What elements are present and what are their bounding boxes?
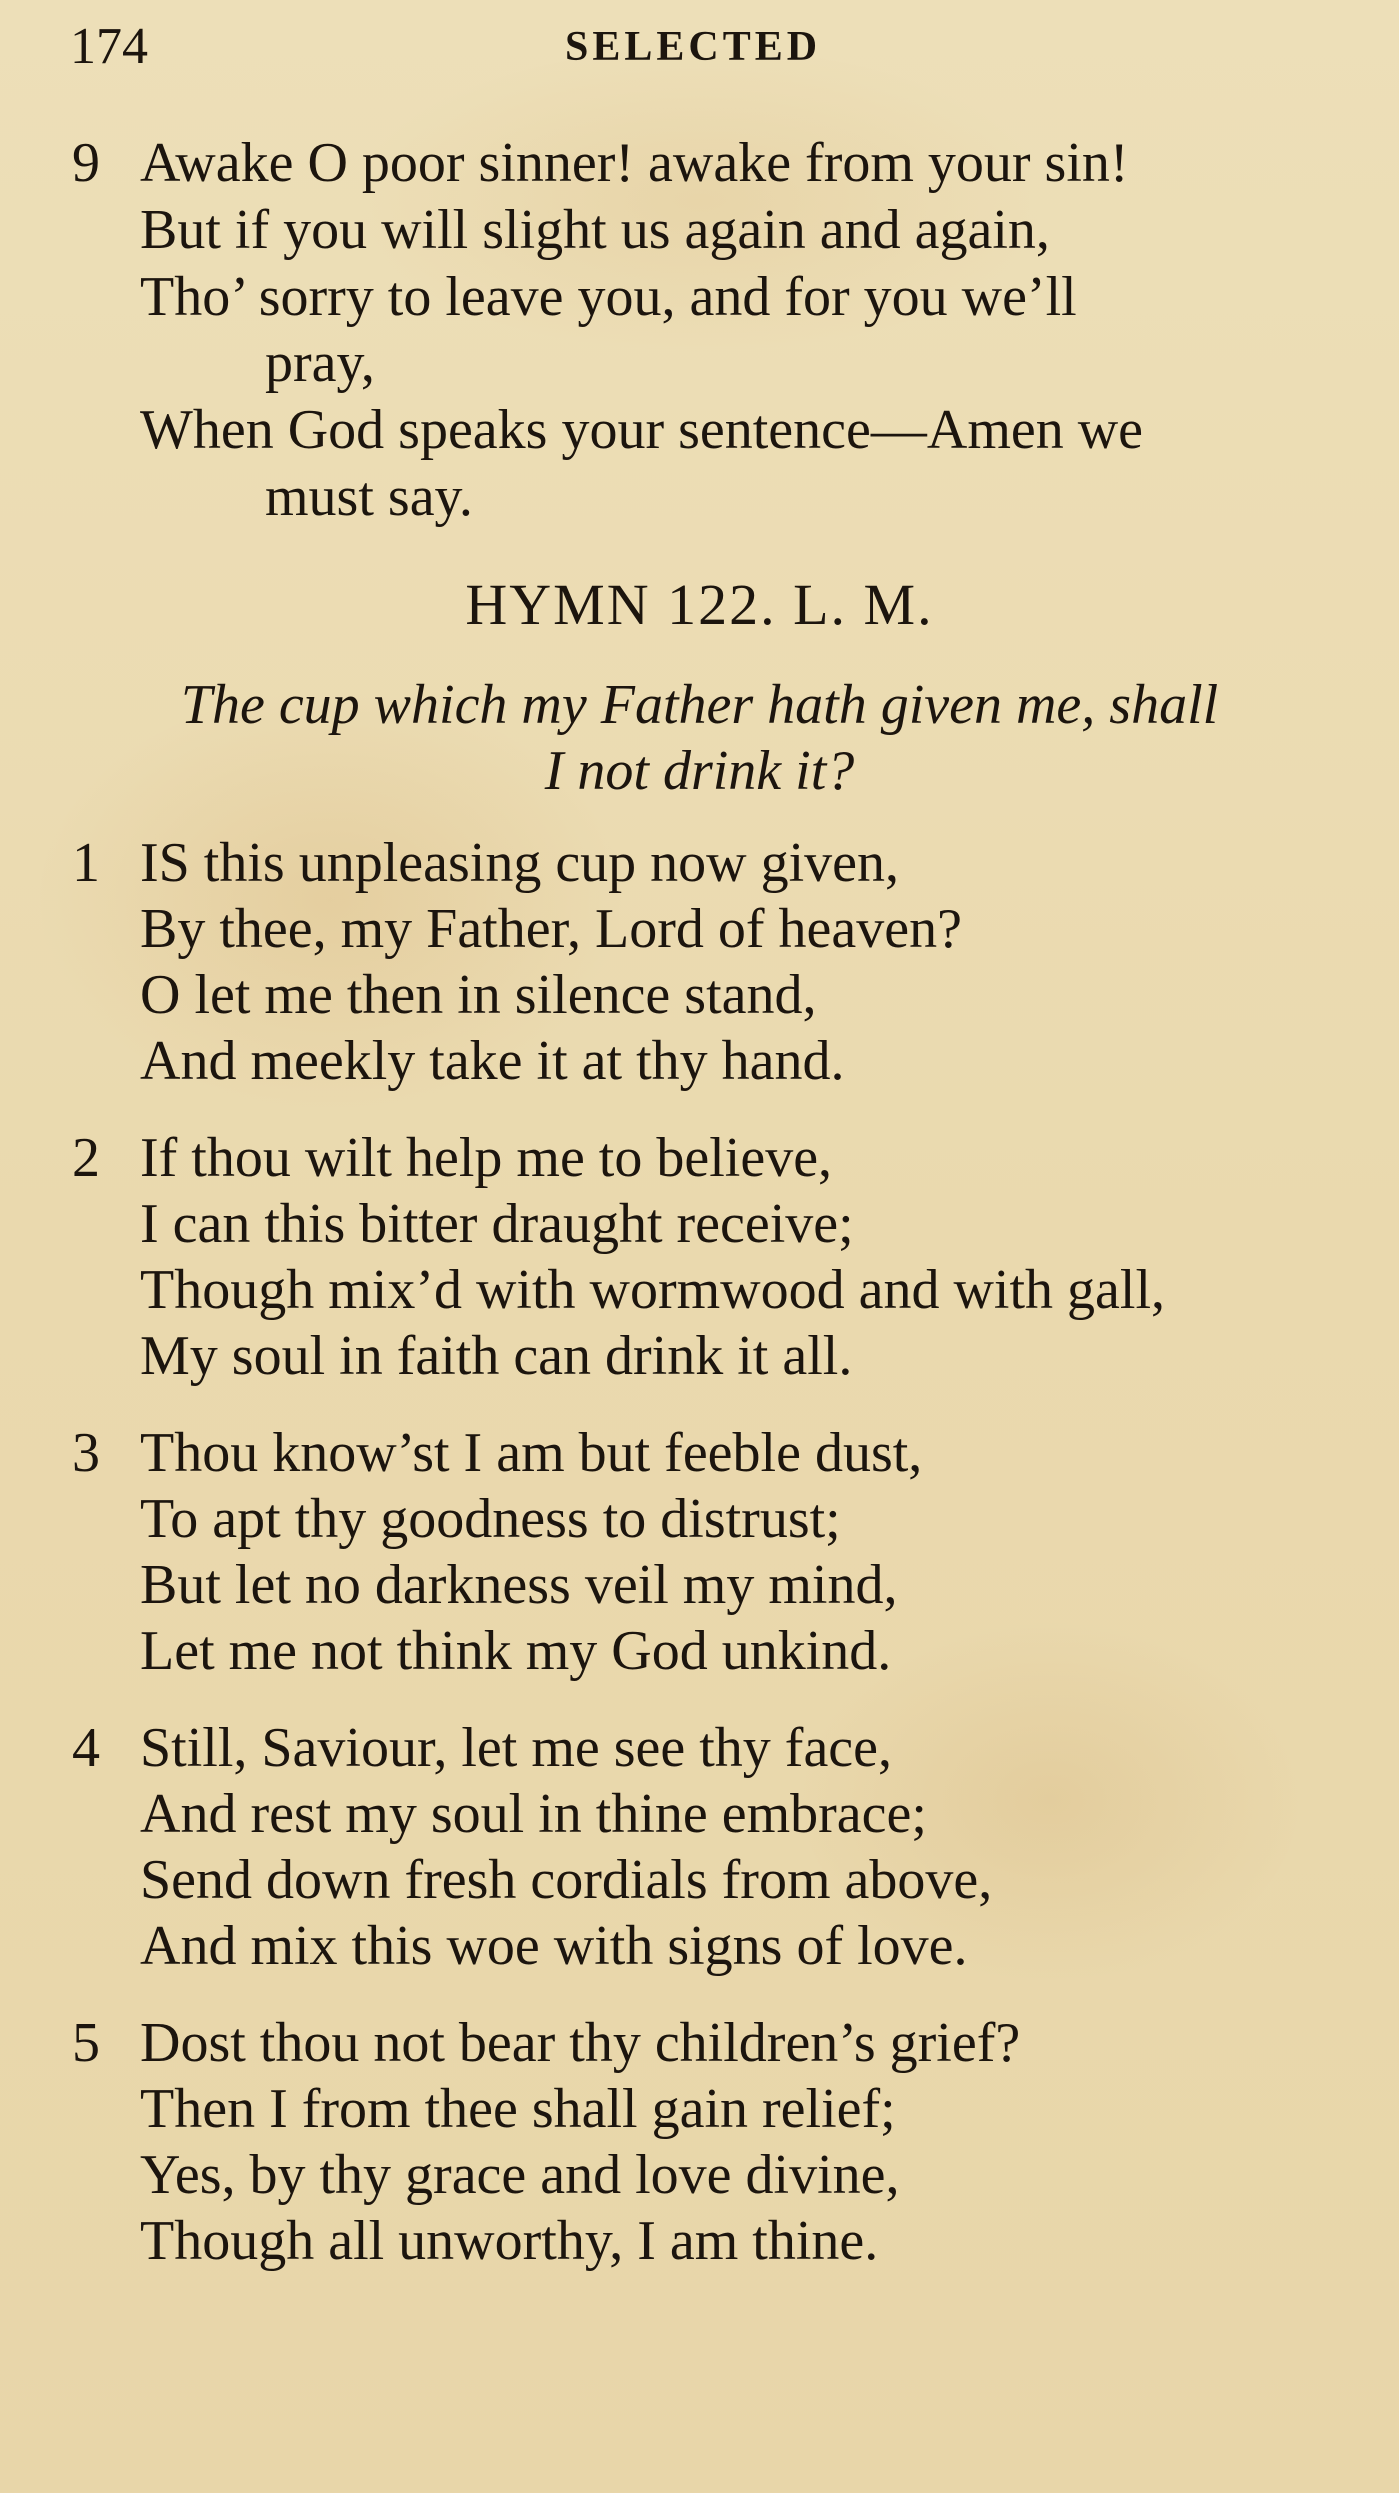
verse-line: IS this unpleasing cup now given, [140,832,900,894]
verse-line: Yes, by thy grace and love divine, [140,2144,900,2206]
verse-line: Thou know’st I am but feeble dust, [140,1422,923,1484]
verse-line: O let me then in silence stand, [140,964,817,1026]
verse-line: Though all unworthy, I am thine. [140,2210,879,2272]
verse-line: Awake O poor sinner! awake from your sin! [140,132,1129,194]
verse-line: I can this bitter draught receive; [140,1193,854,1255]
verse-line: My soul in faith can drink it all. [140,1325,853,1387]
running-head: SELECTED [565,24,822,70]
stanza-number: 4 [72,1717,100,1779]
verse-line: Though mix’d with wormwood and with gall, [140,1259,1166,1321]
verse-line: must say. [265,466,473,528]
verse-line: Dost thou not bear thy children’s grief? [140,2012,1021,2074]
verse-line: If thou wilt help me to believe, [140,1127,833,1189]
verse-line: pray, [265,332,375,394]
verse-line: Tho’ sorry to leave you, and for you we’ll [140,266,1077,328]
verse-line: Let me not think my God unkind. [140,1620,892,1682]
verse-line: Send down fresh cordials from above, [140,1849,993,1911]
verse-line: But if you will slight us again and again, [140,199,1050,261]
stanza-number: 3 [72,1422,100,1484]
page-header [70,12,1370,82]
stanza-number: 9 [72,132,100,194]
verse-line: Still, Saviour, let me see thy face, [140,1717,893,1779]
verse-line: But let no darkness veil my mind, [140,1554,898,1616]
page-number: 174 [70,18,148,75]
epigraph-line: The cup which my Father hath given me, shall [180,674,1219,736]
verse-line: When God speaks your sentence—Amen we [140,399,1144,461]
hymn-title: HYMN 122. L. M. [465,572,934,637]
stanza-number: 1 [72,832,100,894]
verse-line: Then I from thee shall gain relief; [140,2078,896,2140]
verse-line: And meekly take it at thy hand. [140,1030,845,1092]
stanza-number: 2 [72,1127,100,1189]
verse-line: And rest my soul in thine embrace; [140,1783,927,1845]
stanza-number: 5 [72,2012,100,2074]
verse-line: And mix this woe with signs of love. [140,1915,968,1977]
verse-line: To apt thy goodness to distrust; [140,1488,841,1550]
verse-line: By thee, my Father, Lord of heaven? [140,898,962,960]
epigraph-line: I not drink it? [544,740,855,802]
